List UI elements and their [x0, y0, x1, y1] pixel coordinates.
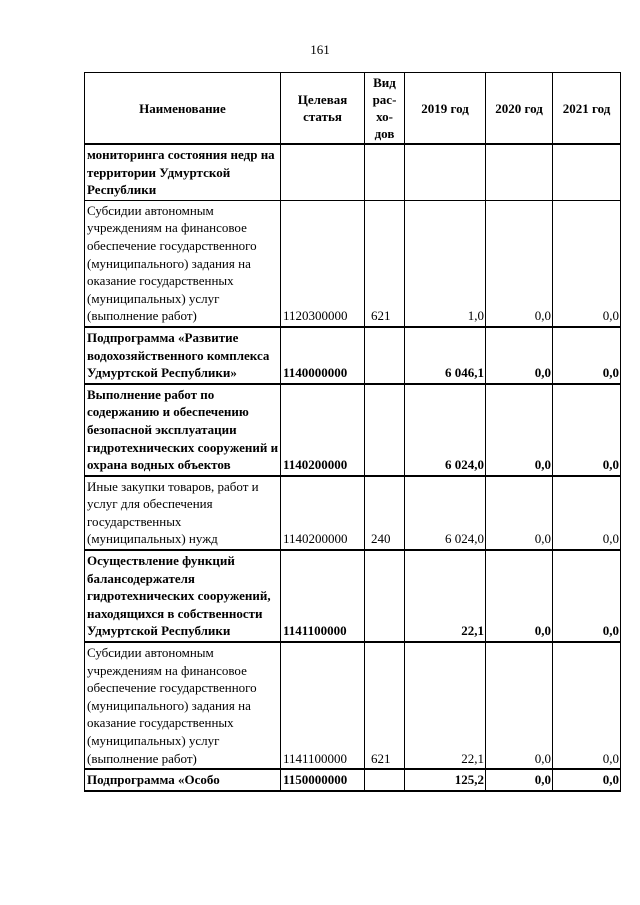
row-value-2019: 6 024,0: [405, 476, 486, 550]
header-code: Целевая статья: [281, 73, 365, 145]
row-value-2021: 0,0: [553, 550, 621, 642]
row-value-2020: 0,0: [486, 327, 553, 384]
row-code: [281, 144, 365, 200]
row-code: 1120300000: [281, 200, 365, 327]
table-row: [85, 384, 621, 476]
row-value-2019: 22,1: [405, 550, 486, 642]
table-row: [85, 769, 621, 791]
table-row: [85, 144, 621, 200]
table-row: [85, 327, 621, 384]
row-name: Подпрограмма «Особо: [85, 769, 281, 791]
row-value-2019: 125,2: [405, 769, 486, 791]
header-year-2020: 2020 год: [486, 73, 553, 145]
row-code: 1140200000: [281, 476, 365, 550]
row-name: Осуществление функций балансодержателя гидротехнических сооружений, находящихся в собственности Удмуртской Республики: [85, 550, 281, 642]
row-name: Иные закупки товаров, работ и услуг для обеспечения государственных (муниципальных) нужд: [85, 476, 281, 550]
header-expense-type: Вид рас-хо-дов: [365, 73, 405, 145]
row-name: Субсидии автономным учреждениям на финансовое обеспечение государственного (муниципального) задания на оказание государственных (муниципальных) услуг (выполнение работ): [85, 200, 281, 327]
row-value-2021: 0,0: [553, 327, 621, 384]
row-expense-type: [365, 144, 405, 200]
row-value-2019: 22,1: [405, 642, 486, 769]
row-name: Субсидии автономным учреждениям на финансовое обеспечение государственного (муниципального) задания на оказание государственных (муниципальных) услуг (выполнение работ): [85, 642, 281, 769]
row-value-2019: 1,0: [405, 200, 486, 327]
header-name: Наименование: [85, 73, 281, 145]
row-expense-type: 240: [365, 476, 405, 550]
row-value-2020: 0,0: [486, 550, 553, 642]
row-expense-type: [365, 384, 405, 476]
budget-table: [84, 72, 621, 792]
row-name: Подпрограмма «Развитие водохозяйственного комплекса Удмуртской Республики»: [85, 327, 281, 384]
row-expense-type: 621: [365, 200, 405, 327]
row-code: 1150000000: [281, 769, 365, 791]
table-row: [85, 476, 621, 550]
row-value-2020: 0,0: [486, 384, 553, 476]
header-year-2019: 2019 год: [405, 73, 486, 145]
row-value-2020: 0,0: [486, 642, 553, 769]
row-value-2019: 6 024,0: [405, 384, 486, 476]
page-number: 161: [310, 42, 330, 57]
table-row: [85, 642, 621, 769]
table-header: [85, 73, 621, 145]
row-code: 1140200000: [281, 384, 365, 476]
row-value-2020: 0,0: [486, 769, 553, 791]
row-code: 1140000000: [281, 327, 365, 384]
row-expense-type: [365, 769, 405, 791]
row-expense-type: [365, 550, 405, 642]
row-value-2021: 0,0: [553, 200, 621, 327]
row-value-2020: [486, 144, 553, 200]
row-value-2021: 0,0: [553, 642, 621, 769]
row-value-2021: [553, 144, 621, 200]
row-value-2020: 0,0: [486, 476, 553, 550]
row-value-2021: 0,0: [553, 476, 621, 550]
row-code: 1141100000: [281, 550, 365, 642]
row-value-2020: 0,0: [486, 200, 553, 327]
row-code: 1141100000: [281, 642, 365, 769]
row-expense-type: 621: [365, 642, 405, 769]
row-expense-type: [365, 327, 405, 384]
row-name: Выполнение работ по содержанию и обеспечению безопасной эксплуатации гидротехнических сооружений и охрана водных объектов: [85, 384, 281, 476]
row-value-2019: 6 046,1: [405, 327, 486, 384]
row-value-2021: 0,0: [553, 384, 621, 476]
table-row: [85, 550, 621, 642]
header-year-2021: 2021 год: [553, 73, 621, 145]
row-name: мониторинга состояния недр на территории Удмуртской Республики: [85, 144, 281, 200]
row-value-2019: [405, 144, 486, 200]
table-row: [85, 200, 621, 327]
row-value-2021: 0,0: [553, 769, 621, 791]
